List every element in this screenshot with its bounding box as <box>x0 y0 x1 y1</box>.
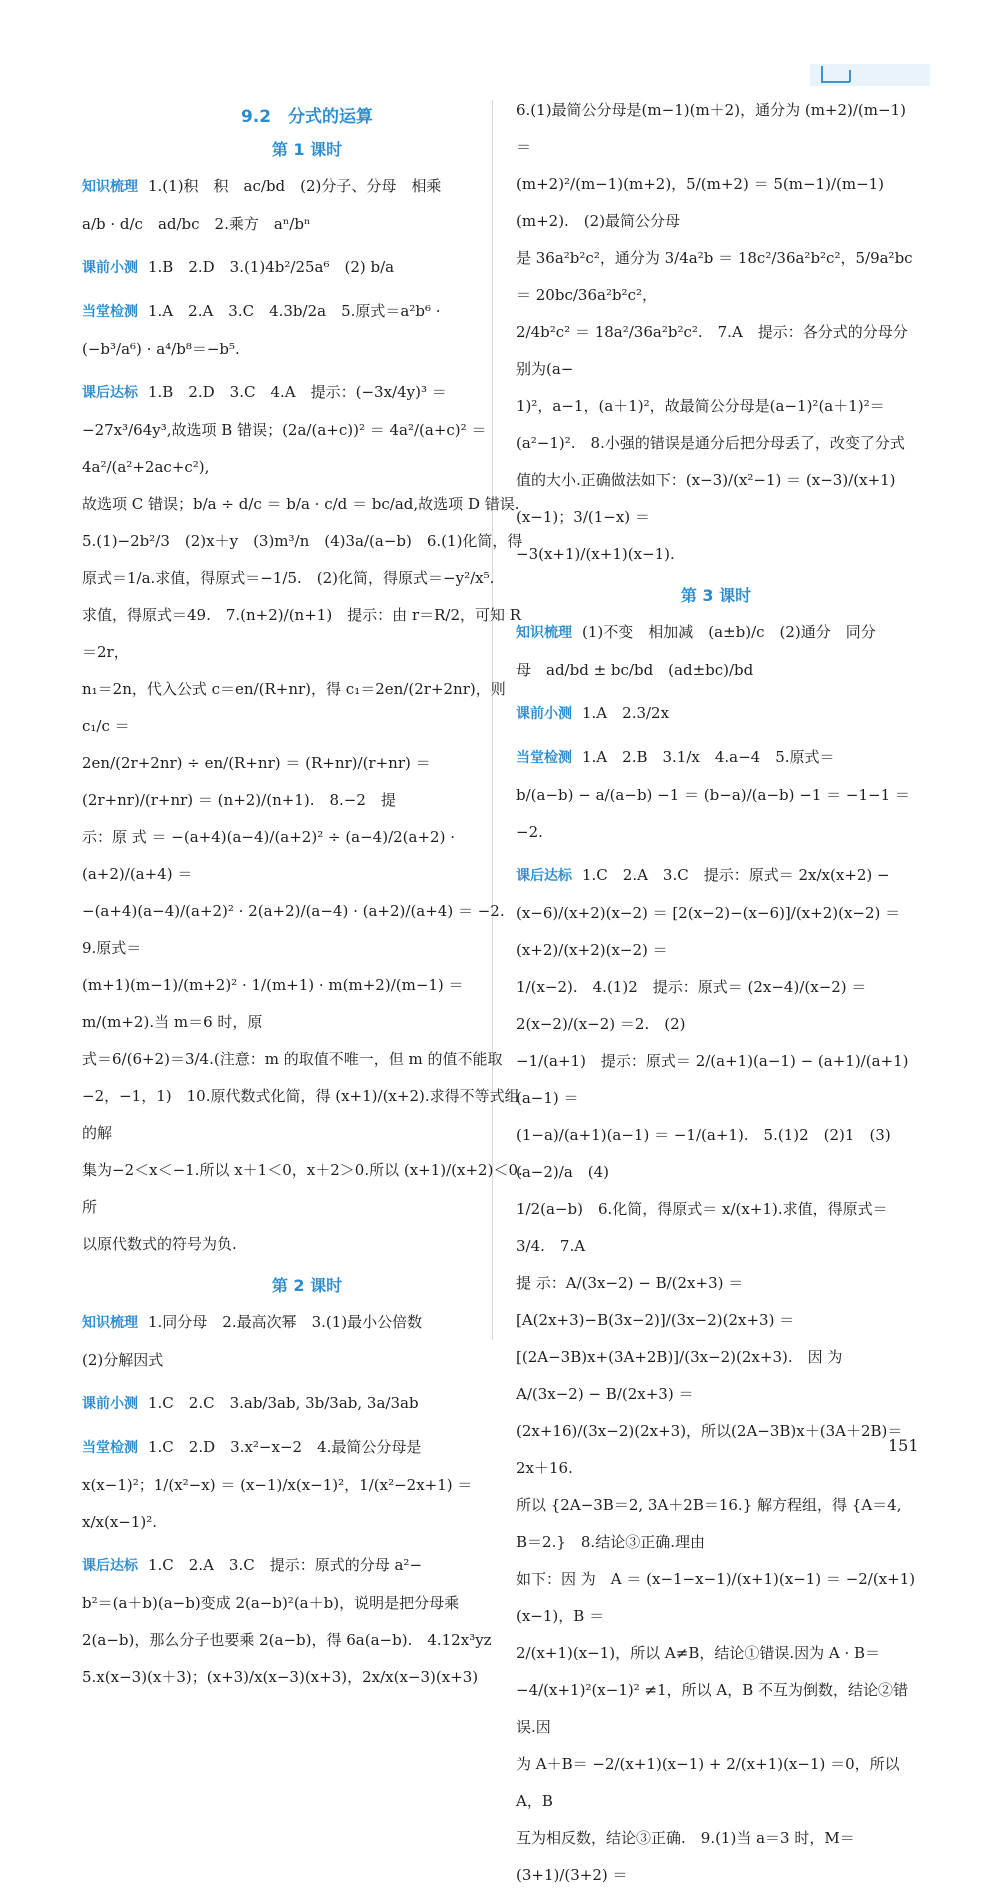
label-zhishi: 知识梳理 <box>516 625 572 641</box>
left-column <box>82 92 532 1702</box>
corner-decoration <box>810 60 930 88</box>
label-keqian: 课前小测 <box>82 1396 138 1412</box>
lesson-1-title: 第 1 课时 <box>271 140 343 159</box>
lesson-3-zhishi: 知识梳理 (1)不变 相加减 (a±b)/c (2)通分 同分 母 ad/bd ± bc/bd (ad±bc)/bd <box>516 623 876 679</box>
lesson-3-dangtang: 当堂检测 1.A 2.B 3.1/x 4.a−4 5.原式＝ b/(a−b) − a/(a−b) −1 ＝ (b−a)/(a−b) −1 ＝ −1−1 ＝ −2. <box>516 748 910 841</box>
label-keqian: 课前小测 <box>516 706 572 722</box>
lesson-1-keqian: 课前小测 1.B 2.D 3.(1)4b²/25a⁶ (2) b/a <box>82 258 395 276</box>
lesson-2-keqian: 课前小测 1.C 2.C 3.ab/3ab, 3b/3ab, 3a/3ab <box>82 1394 419 1412</box>
lesson-2-kehou: 课后达标 1.C 2.A 3.C 提示：原式的分母 a²− b²＝(a＋b)(a−b)变成 2(a−b)²(a＋b)，说明是把分母乘 2(a−b)，那么分子也要乘 2(a−b)，得 6a(a−b). 4.12x³yz 5.x(x−3)(x＋3)；(x+3)/x(x−3)(x+3)，2x/x(x−3)(x+3) <box>82 1556 492 1686</box>
label-kehou: 课后达标 <box>516 868 572 884</box>
lesson-3-keqian: 课前小测 1.A 2.3/2x <box>516 704 670 722</box>
label-zhishi: 知识梳理 <box>82 1315 138 1331</box>
right-column <box>516 92 916 1900</box>
lesson-1-zhishi: 知识梳理 1.(1)积 积 ac/bd (2)分子、分母 相乘 a/b · d/c ad/bc 2.乘方 aⁿ/bⁿ <box>82 177 442 233</box>
lesson-1-dangtang: 当堂检测 1.A 2.A 3.C 4.3b/2a 5.原式＝a²b⁶ · (−b³/a⁶) · a⁴/b⁸＝−b⁵. <box>82 302 441 358</box>
label-kehou: 课后达标 <box>82 385 138 401</box>
lesson-3-title: 第 3 课时 <box>680 586 752 605</box>
label-dangtang: 当堂检测 <box>516 750 572 766</box>
lesson-2-zhishi: 知识梳理 1.同分母 2.最高次幂 3.(1)最小公倍数 (2)分解因式 <box>82 1313 423 1369</box>
label-zhishi: 知识梳理 <box>82 179 138 195</box>
section-title: 9.2 分式的运算 <box>240 107 374 127</box>
label-kehou: 课后达标 <box>82 1558 138 1574</box>
label-dangtang: 当堂检测 <box>82 304 138 320</box>
label-dangtang: 当堂检测 <box>82 1440 138 1456</box>
lesson-2-continued: 6.(1)最简公分母是(m−1)(m＋2)，通分为 (m+2)/(m−1) ＝ (m+2)²/(m−1)(m+2)，5/(m+2) ＝ 5(m−1)/(m−1)(m+2). (2)最简公分母 是 36a²b²c²，通分为 3/4a²b ＝ 18c²/36a²b²c²，5/9a²bc ＝ 20bc/36a²b²c²， 2/4b²c² ＝ 18a²/36a²b²c². 7.A 提示：各分式的分母分别为(a− 1)²，a−1，(a＋1)²，故最简公分母是(a−1)²(a＋1)²＝ (a²−1)². 8.小强的错误是通分后把分母丢了，改变了分式 值的大小.正确做法如下：(x−3)/(x²−1) ＝ (x−3)/(x+1)(x−1)；3/(1−x) ＝ −3(x+1)/(x+1)(x−1). <box>516 101 913 563</box>
page-number: 151 <box>888 1436 919 1455</box>
label-keqian: 课前小测 <box>82 260 138 276</box>
lesson-3-kehou: 课后达标 1.C 2.A 3.C 提示：原式＝ 2x/x(x+2) − (x−6)/(x+2)(x−2) ＝ [2(x−2)−(x−6)]/(x+2)(x−2) ＝ (x+2)/(x+2)(x−2) ＝ 1/(x−2). 4.(1)2 提示：原式＝ (2x−4)/(x−2) ＝ 2(x−2)/(x−2) ＝2. (2) −1/(a+1) 提示：原式＝ 2/(a+1)(a−1) − (a+1)/(a+1)(a−1) ＝ (1−a)/(a+1)(a−1) ＝ −1/(a+1). 5.(1)2 (2)1 (3)(a−2)/a (4) 1/2(a−b) 6.化简，得原式＝ x/(x+1).求值，得原式＝3/4. 7.A 提 示：A/(3x−2) − B/(2x+3) ＝ [A(2x+3)−B(3x−2)]/(3x−2)(2x+3) ＝ [(2A−3B)x+(3A+2B)]/(3x−2)(2x+3). 因 为 A/(3x−2) − B/(2x+3) ＝ (2x+16)/(3x−2)(2x+3)，所以(2A−3B)x＋(3A＋2B)＝2x＋16. 所以 {2A−3B＝2, 3A＋2B＝16.} 解方程组，得 {A＝4, B＝2.} 8.结论③正确.理由 如下：因 为 A ＝ (x−1−x−1)/(x+1)(x−1) ＝ −2/(x+1)(x−1)，B ＝ 2/(x+1)(x−1)，所以 A≠B，结论①错误.因为 A · B＝ −4/(x+1)²(x−1)² ≠1，所以 A，B 不互为倒数，结论②错误.因 为 A＋B＝ −2/(x+1)(x−1) + 2/(x+1)(x−1) ＝0，所以 A，B 互为相反数，结论③正确. 9.(1)当 a＝3 时，M＝ (3+1)/(3+2) ＝ <box>516 866 916 1884</box>
lesson-1-kehou: 课后达标 1.B 2.D 3.C 4.A 提示：(−3x/4y)³ ＝ −27x³/64y³,故选项 B 错误；(2a/(a+c))² ＝ 4a²/(a+c)² ＝ 4a²/(a²+2ac+c²), 故选项 C 错误；b/a ÷ d/c ＝ b/a · c/d ＝ bc/ad,故选项 D 错误. 5.(1)−2b²/3 (2)x＋y (3)m³/n (4)3a/(a−b) 6.(1)化简，得 原式＝1/a.求值，得原式＝−1/5. (2)化简，得原式＝−y²/x⁵. 求值，得原式＝49. 7.(n+2)/(n+1) 提示：由 r＝R/2，可知 R＝2r， n₁＝2n，代入公式 c＝en/(R+nr)，得 c₁＝2en/(2r+2nr)，则 c₁/c ＝ 2en/(2r+2nr) ÷ en/(R+nr) ＝ (R+nr)/(r+nr) ＝ (2r+nr)/(r+nr) ＝ (n+2)/(n+1). 8.−2 提 示：原 式 ＝ −(a+4)(a−4)/(a+2)² ÷ (a−4)/2(a+2) · (a+2)/(a+4) ＝ −(a+4)(a−4)/(a+2)² · 2(a+2)/(a−4) · (a+2)/(a+4) ＝ −2. 9.原式＝ (m+1)(m−1)/(m+2)² · 1/(m+1) · m(m+2)/(m−1) ＝ m/(m+2).当 m＝6 时，原 式＝6/(6+2)＝3/4.(注意：m 的取值不唯一，但 m 的值不能取 −2，−1，1) 10.原代数式化简，得 (x+1)/(x+2).求得不等式组的解 集为−2＜x＜−1.所以 x＋1＜0，x＋2＞0.所以 (x+1)/(x+2)＜0.所 以原代数式的符号为负. <box>82 383 523 1253</box>
lesson-2-dangtang: 当堂检测 1.C 2.D 3.x²−x−2 4.最简公分母是 x(x−1)²；1/(x²−x) ＝ (x−1)/x(x−1)²，1/(x²−2x+1) ＝ x/x(x−1)². <box>82 1438 473 1531</box>
lesson-2-title: 第 2 课时 <box>271 1276 343 1295</box>
